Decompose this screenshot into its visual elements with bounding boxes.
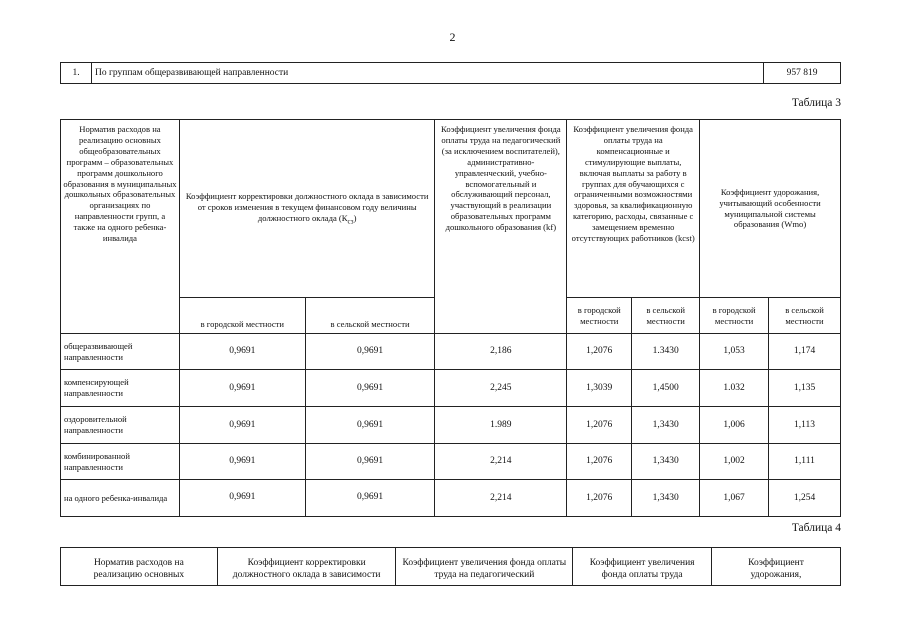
table3-caption: Таблица 3	[791, 97, 841, 109]
cell-kcst-rural: 1,3430	[632, 480, 700, 517]
summary-table	[60, 62, 841, 84]
cell-kcst-urban: 1,2076	[567, 480, 632, 517]
cell-wmo-urban: 1.032	[700, 370, 769, 407]
table3	[60, 119, 841, 517]
cell-k-rural: 0,9691	[305, 407, 435, 444]
header-kf: Коэффициент увеличения фонда оплаты труда на педагогический (за исключением воспитателей), административно-управленческий, учебно-вспомогательный и обслуживающий персонал, участвующий в реализации образовательных программ дошкольного образования (kf)	[435, 120, 567, 334]
row-label: компенсирующей направленности	[61, 370, 180, 407]
cell-wmo-urban: 1,067	[700, 480, 769, 517]
cell-kf: 2,214	[435, 444, 567, 480]
row-label: общеразвивающей направленности	[61, 334, 180, 370]
sub-kcst-urban: в городской местности	[567, 298, 632, 334]
cell-k-urban: 0,9691	[179, 480, 305, 517]
row-label: на одного ребенка-инвалида	[61, 480, 180, 517]
t4-header-normative: Норматив расходов на реализацию основных	[61, 548, 218, 586]
header-wmo: Коэффициент удорожания, учитывающий особенности муниципальной системы образования (Wmo)	[700, 120, 841, 298]
cell-wmo-urban: 1,053	[700, 334, 769, 370]
table4	[60, 547, 841, 586]
header-k-correction-close: )	[353, 212, 357, 223]
table3-header-row	[61, 120, 841, 298]
cell-kf: 1.989	[435, 407, 567, 444]
table-row	[61, 334, 841, 370]
cell-k-rural: 0,9691	[305, 480, 435, 517]
sub-wmo-urban: в городской местности	[700, 298, 769, 334]
row-value: 957 819	[764, 63, 841, 84]
cell-kcst-urban: 1,2076	[567, 444, 632, 480]
cell-wmo-rural: 1,111	[769, 444, 841, 480]
sub-k-urban: в городской местности	[179, 298, 305, 334]
header-k-correction-sub: сз	[347, 217, 354, 226]
row-number: 1.	[61, 63, 92, 84]
table4-header-row	[61, 548, 841, 586]
cell-wmo-urban: 1,002	[700, 444, 769, 480]
page-number: 2	[449, 30, 456, 44]
header-k-correction-text: Коэффициент корректировки должностного оклада в зависимости от сроков изменения в текущем финансовом году величины должностного оклада (К	[185, 190, 429, 223]
cell-wmo-rural: 1,135	[769, 370, 841, 407]
cell-kcst-rural: 1.3430	[632, 334, 700, 370]
t4-header-wmo: Коэффициент удорожания,	[712, 548, 841, 586]
row-label: комбинированной направленности	[61, 444, 180, 480]
cell-k-urban: 0,9691	[179, 407, 305, 444]
header-k-correction	[179, 120, 435, 298]
table-row	[61, 407, 841, 444]
cell-wmo-rural: 1,113	[769, 407, 841, 444]
table-row	[61, 63, 841, 84]
sub-kcst-rural: в сельской местности	[632, 298, 700, 334]
sub-wmo-rural: в сельской местности	[769, 298, 841, 334]
table-row	[61, 480, 841, 517]
table4-caption: Таблица 4	[791, 522, 841, 534]
t4-header-k-correction: Коэффициент корректировки должностного оклада в зависимости	[217, 548, 396, 586]
cell-kcst-rural: 1,3430	[632, 444, 700, 480]
cell-wmo-rural: 1,254	[769, 480, 841, 517]
t4-header-kf: Коэффициент увеличения фонда оплаты труда на педагогический	[396, 548, 573, 586]
cell-wmo-urban: 1,006	[700, 407, 769, 444]
cell-k-urban: 0,9691	[179, 370, 305, 407]
cell-kcst-urban: 1,2076	[567, 334, 632, 370]
cell-kcst-rural: 1,4500	[632, 370, 700, 407]
cell-kf: 2,245	[435, 370, 567, 407]
t4-header-kcst: Коэффициент увеличения фонда оплаты труда	[573, 548, 712, 586]
cell-kcst-urban: 1,3039	[567, 370, 632, 407]
cell-wmo-rural: 1,174	[769, 334, 841, 370]
header-kcst: Коэффициент увеличения фонда оплаты труда на компенсационные и стимулирующие выплаты, включая выплаты за работу в группах для обучающихся с ограниченными возможностями здоровья, за квалификационную категорию, расходы, связанные с замещением временно отсутствующих работников (kcst)	[567, 120, 700, 298]
cell-k-urban: 0,9691	[179, 444, 305, 480]
table-row	[61, 370, 841, 407]
cell-k-rural: 0,9691	[305, 334, 435, 370]
cell-kcst-rural: 1,3430	[632, 407, 700, 444]
row-label: оздоровительной направленности	[61, 407, 180, 444]
cell-kcst-urban: 1,2076	[567, 407, 632, 444]
cell-kf: 2,186	[435, 334, 567, 370]
sub-k-rural: в сельской местности	[305, 298, 435, 334]
cell-k-urban: 0,9691	[179, 334, 305, 370]
cell-k-rural: 0,9691	[305, 444, 435, 480]
header-normative: Норматив расходов на реализацию основных общеобразовательных программ – образовательных программ дошкольного образования в муниципальных дошкольных образовательных организациях по направленности групп, а также на одного ребенка-инвалида	[61, 120, 180, 334]
cell-kf: 2,214	[435, 480, 567, 517]
cell-k-rural: 0,9691	[305, 370, 435, 407]
table-row	[61, 444, 841, 480]
row-label: По группам общеразвивающей направленности	[92, 63, 764, 84]
